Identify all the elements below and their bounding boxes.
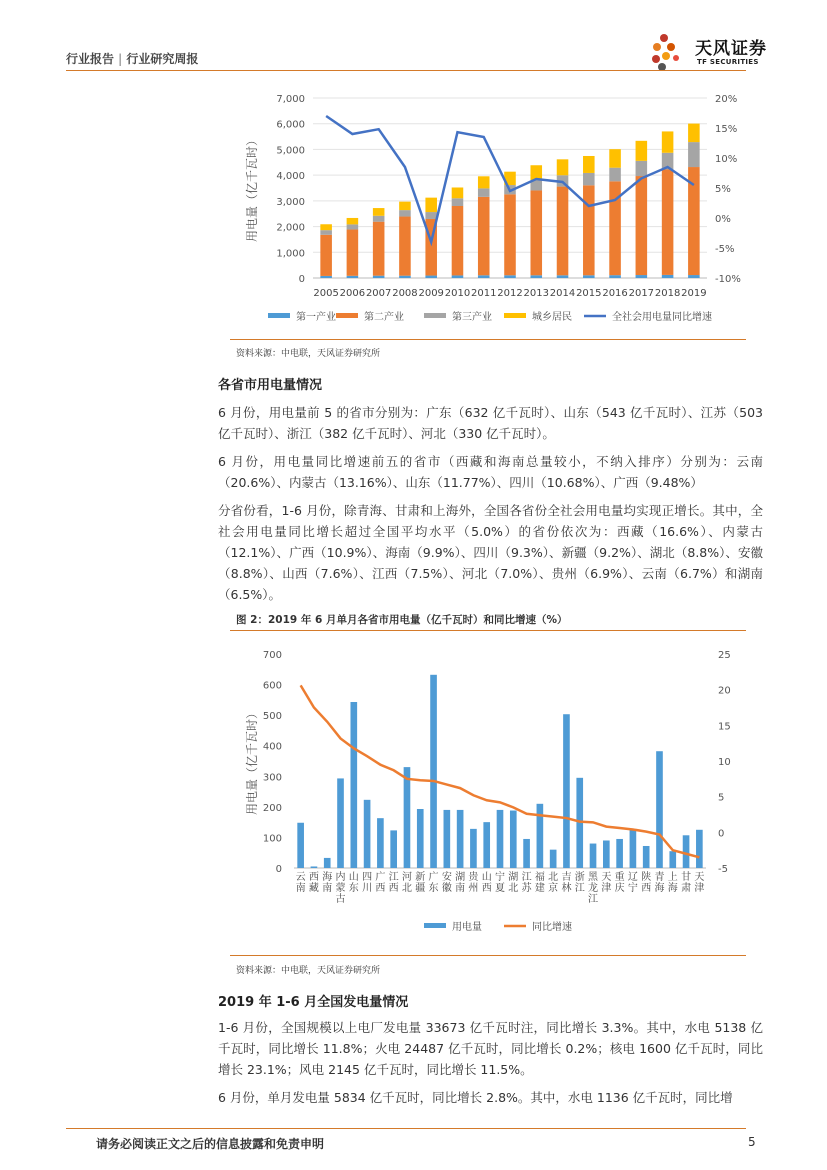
x-tick-label: 上海 xyxy=(667,872,678,894)
bar xyxy=(457,810,464,868)
y-tick-label: 100 xyxy=(262,833,282,845)
x-tick-label: 西藏 xyxy=(308,872,319,894)
bar-segment xyxy=(478,176,490,188)
x-tick-label: 2018 xyxy=(654,288,681,299)
y-tick-label: 0 xyxy=(298,274,305,285)
footer-disclaimer: 请务必阅读正文之后的信息披露和免责申明 xyxy=(96,1137,325,1151)
bar-segment xyxy=(425,276,437,278)
bar xyxy=(483,822,490,868)
bar-segment xyxy=(320,230,332,235)
x-tick-label: 2008 xyxy=(392,288,418,299)
x-tick-label: 浙江 xyxy=(574,872,585,894)
y-tick-label: 6,000 xyxy=(276,119,305,131)
x-tick-label: 2012 xyxy=(497,288,523,299)
bar-segment xyxy=(583,275,595,278)
chart1-source: 资料来源：中电联，天风证券研究所 xyxy=(236,349,381,359)
x-tick-label: 天津 xyxy=(601,872,612,894)
x-tick-label: 重庆 xyxy=(614,872,625,894)
chart1-rule xyxy=(230,339,746,340)
x-tick-label: 吉林 xyxy=(561,872,572,894)
x-tick-label: 2017 xyxy=(628,288,655,299)
bar-segment xyxy=(636,161,648,176)
bar-segment xyxy=(609,168,621,182)
bar xyxy=(444,810,451,868)
bar xyxy=(404,767,411,868)
bar-segment xyxy=(557,159,569,175)
bar-segment xyxy=(636,176,648,275)
bar-segment xyxy=(425,198,437,212)
y-tick-label: 200 xyxy=(262,802,282,814)
x-tick-label: 广东 xyxy=(428,872,439,894)
x-tick-label: 2007 xyxy=(365,288,392,299)
bar-segment xyxy=(504,275,516,278)
y2-tick-label: 20 xyxy=(718,685,731,697)
y-tick-label: 5,000 xyxy=(276,145,305,157)
bar xyxy=(377,818,384,868)
bar-segment xyxy=(399,202,411,210)
bar-segment xyxy=(347,276,359,278)
bar xyxy=(590,844,597,868)
y-tick-label: 1,000 xyxy=(276,248,305,260)
bar xyxy=(510,811,517,868)
y2-tick-label: 0 xyxy=(718,828,725,840)
company-logo-subtitle: TF SECURITIES xyxy=(697,58,759,66)
bar-segment xyxy=(478,275,490,278)
bar-segment xyxy=(399,276,411,278)
x-tick-label: 2009 xyxy=(418,288,444,299)
x-tick-label: 广西 xyxy=(375,872,386,894)
report-breadcrumb xyxy=(66,50,198,67)
x-tick-label: 辽宁 xyxy=(627,872,638,894)
bar-segment xyxy=(636,141,648,161)
y2-tick-label: -5% xyxy=(715,244,735,255)
bar xyxy=(669,851,676,868)
bar-segment xyxy=(399,217,411,276)
bar-segment xyxy=(399,210,411,216)
x-tick-label: 2013 xyxy=(523,288,549,299)
y2-tick-label: 20% xyxy=(715,94,738,105)
bar xyxy=(630,830,637,868)
x-tick-label: 天津 xyxy=(694,872,705,894)
legend-label: 城乡居民 xyxy=(532,312,572,323)
bar-segment xyxy=(373,276,385,278)
bar-segment xyxy=(609,149,621,168)
y-tick-label: 500 xyxy=(262,711,282,723)
y-tick-label: 7,000 xyxy=(276,94,305,105)
company-logo-name: 天风证券 xyxy=(695,39,767,59)
bar xyxy=(430,675,437,868)
bar-segment xyxy=(662,169,674,274)
y2-tick-label: 10% xyxy=(715,154,738,165)
y2-tick-label: 10 xyxy=(718,757,731,768)
legend-swatch xyxy=(268,313,290,318)
chart2-rule xyxy=(230,955,746,956)
legend-label: 全社会用电量同比增速 xyxy=(612,312,712,323)
y2-tick-label: 5% xyxy=(715,184,731,195)
bar-segment xyxy=(583,173,595,185)
bar-segment xyxy=(373,222,385,276)
y2-tick-label: -5 xyxy=(718,864,728,875)
bar-segment xyxy=(373,216,385,222)
bar xyxy=(656,751,663,868)
bar xyxy=(603,840,610,868)
chart2-source: 资料来源：中电联，天风证券研究所 xyxy=(236,966,381,976)
figure2-title: 图 2：2019 年 6 月单月各省市用电量（亿千瓦时）和同比增速（%） xyxy=(236,614,568,626)
bar xyxy=(390,830,397,868)
x-tick-label: 2015 xyxy=(576,288,602,299)
breadcrumb-report-type: 行业报告 xyxy=(66,52,115,66)
y-tick-label: 300 xyxy=(262,772,282,784)
bar-segment xyxy=(347,224,359,229)
x-tick-label: 黑龙江 xyxy=(588,872,599,905)
legend-label: 第三产业 xyxy=(452,312,492,323)
bar-segment xyxy=(478,197,490,275)
bar-segment xyxy=(320,276,332,278)
bar xyxy=(364,800,371,868)
x-tick-label: 江苏 xyxy=(521,872,532,894)
bar-segment xyxy=(452,275,464,278)
figure2-top-rule xyxy=(230,630,746,631)
bar-segment xyxy=(425,212,437,219)
bar-segment xyxy=(583,185,595,275)
legend-swatch xyxy=(424,313,446,318)
bar-segment xyxy=(688,142,700,167)
x-tick-label: 陕西 xyxy=(641,872,652,894)
bar xyxy=(643,846,650,868)
y2-tick-label: 25 xyxy=(718,650,731,661)
section-title-generation: 2019 年 1-6 月全国发电量情况 xyxy=(218,995,409,1010)
x-tick-label: 云南 xyxy=(295,872,306,894)
paragraph-generation-h1: 1-6 月份，全国规模以上电厂发电量 33673 亿千瓦时注，同比增长 3.3%。其中，水电 5138 亿千瓦时，同比增长 11.8%；火电 24487 亿千瓦时，同比增长 0.2%；核电 1600 亿千瓦时，同比增长 23.1%；风电 2145 亿千瓦时，同比增长 11.5%。 xyxy=(218,1020,763,1077)
y-tick-label: 0 xyxy=(275,864,282,875)
y-tick-label: 2,000 xyxy=(276,222,305,234)
bar xyxy=(537,804,544,868)
bar-segment xyxy=(609,275,621,278)
footer-rule xyxy=(66,1128,746,1129)
bar-segment xyxy=(320,235,332,276)
y2-tick-label: 15% xyxy=(715,124,738,135)
paragraph-provincial-growth: 分省份看，1-6 月份，除青海、甘肃和上海外，全国各省份全社会用电量均实现正增长。其中，全社会用电量同比增长超过全国平均水平（5.0%）的省份依次为：西藏（16.6%）、内蒙古（12.1%）、广西（10.9%）、海南（9.9%）、四川（9.3%）、新疆（9.2%）、湖北（8.8%）、安徽（8.8%）、山西（7.6%）、江西（7.5%）、河北（7.0%）、贵州（6.9%）、云南（6.7%）和湖南（6.5%）。 xyxy=(218,503,763,602)
bar xyxy=(311,866,318,868)
bar xyxy=(550,850,557,868)
x-tick-label: 安徽 xyxy=(441,872,452,894)
paragraph-generation-june: 6 月份，单月发电量 5834 亿千瓦时，同比增长 2.8%。其中，水电 1136 亿千瓦时，同比增 xyxy=(218,1090,733,1105)
x-tick-label: 内蒙古 xyxy=(335,872,346,905)
bar-segment xyxy=(504,194,516,275)
y2-tick-label: 15 xyxy=(718,721,731,733)
bar-segment xyxy=(347,218,359,224)
x-tick-label: 新疆 xyxy=(415,872,426,894)
legend-swatch xyxy=(504,313,526,318)
header-rule xyxy=(66,70,746,71)
bar-segment xyxy=(478,188,490,196)
legend-label: 第二产业 xyxy=(364,312,404,323)
x-tick-label: 福建 xyxy=(534,872,545,894)
paragraph-top5-consumption: 6 月份，用电量前 5 的省市分别为：广东（632 亿千瓦时）、山东（543 亿千瓦时）、江苏（503 亿千瓦时）、浙江（382 亿千瓦时）、河北（330 亿千瓦时）。 xyxy=(218,405,763,441)
x-tick-label: 2011 xyxy=(471,288,497,299)
bar xyxy=(470,829,477,868)
legend-label: 同比增速 xyxy=(532,922,572,933)
x-tick-label: 2014 xyxy=(549,288,576,299)
y-axis-label: 用电量（亿千瓦时） xyxy=(245,133,259,243)
legend-swatch xyxy=(336,313,358,318)
bar-segment xyxy=(530,190,542,275)
bar-segment xyxy=(557,187,569,276)
x-tick-label: 湖南 xyxy=(455,872,466,894)
bar xyxy=(337,778,344,868)
x-tick-label: 2005 xyxy=(313,288,339,299)
bar-segment xyxy=(373,208,385,216)
y2-tick-label: 0% xyxy=(715,214,731,225)
y-tick-label: 4,000 xyxy=(276,171,305,183)
bar xyxy=(523,839,530,868)
bar-segment xyxy=(320,224,332,230)
y2-tick-label: -10% xyxy=(715,274,741,285)
x-tick-label: 海南 xyxy=(322,872,333,894)
x-tick-label: 2010 xyxy=(444,288,471,299)
x-tick-label: 四川 xyxy=(362,872,373,894)
bar-segment xyxy=(452,198,464,206)
bar-segment xyxy=(452,206,464,275)
bar xyxy=(297,823,304,868)
legend-label: 第一产业 xyxy=(296,312,336,323)
y2-tick-label: 5 xyxy=(718,792,725,804)
bar-segment xyxy=(636,275,648,278)
page-number: 5 xyxy=(748,1135,756,1149)
bar-segment xyxy=(688,275,700,278)
x-tick-label: 山西 xyxy=(481,872,492,894)
breadcrumb-separator: | xyxy=(118,52,123,66)
bar xyxy=(324,858,331,868)
bar-segment xyxy=(662,131,674,152)
breadcrumb-report-series: 行业研究周报 xyxy=(126,52,199,66)
x-tick-label: 湖北 xyxy=(508,872,519,894)
paragraph-top5-growth: 6 月份，用电量同比增速前五的省市（西藏和海南总量较小，不纳入排序）分别为：云南（20.6%）、内蒙古（13.16%）、山东（11.77%）、四川（10.68%）、广西（9.48%） xyxy=(218,454,763,490)
y-tick-label: 3,000 xyxy=(276,196,305,208)
bar-segment xyxy=(347,230,359,276)
x-tick-label: 江西 xyxy=(388,872,399,894)
x-tick-label: 2016 xyxy=(602,288,628,299)
y-tick-label: 400 xyxy=(262,741,282,753)
provincial-consumption-chart xyxy=(236,640,756,945)
bar-segment xyxy=(583,156,595,173)
bar xyxy=(497,810,504,868)
x-tick-label: 青海 xyxy=(654,872,665,894)
bar xyxy=(350,702,357,868)
bar xyxy=(696,830,703,868)
x-tick-label: 2019 xyxy=(681,288,707,299)
x-tick-label: 山东 xyxy=(348,872,359,894)
x-tick-label: 宁夏 xyxy=(495,872,505,894)
x-tick-label: 甘肃 xyxy=(681,872,692,894)
y-tick-label: 600 xyxy=(262,680,282,692)
annual-consumption-chart xyxy=(236,86,756,336)
y-tick-label: 700 xyxy=(262,650,282,661)
bar xyxy=(563,714,570,868)
bar-segment xyxy=(688,124,700,143)
bar xyxy=(616,839,623,868)
bar-segment xyxy=(530,275,542,278)
bar-segment xyxy=(557,275,569,278)
legend-swatch xyxy=(424,923,446,928)
bar xyxy=(683,835,690,868)
y-axis-label: 用电量（亿千瓦时） xyxy=(245,706,259,816)
x-tick-label: 贵州 xyxy=(468,872,479,894)
bar-segment xyxy=(662,275,674,278)
x-tick-label: 北京 xyxy=(548,872,559,894)
x-tick-label: 2006 xyxy=(339,288,366,299)
section-title-provincial: 各省市用电量情况 xyxy=(218,378,323,393)
bar-segment xyxy=(452,187,464,198)
legend-label: 用电量 xyxy=(452,922,482,933)
x-tick-label: 河北 xyxy=(401,872,412,894)
bar xyxy=(417,809,424,868)
